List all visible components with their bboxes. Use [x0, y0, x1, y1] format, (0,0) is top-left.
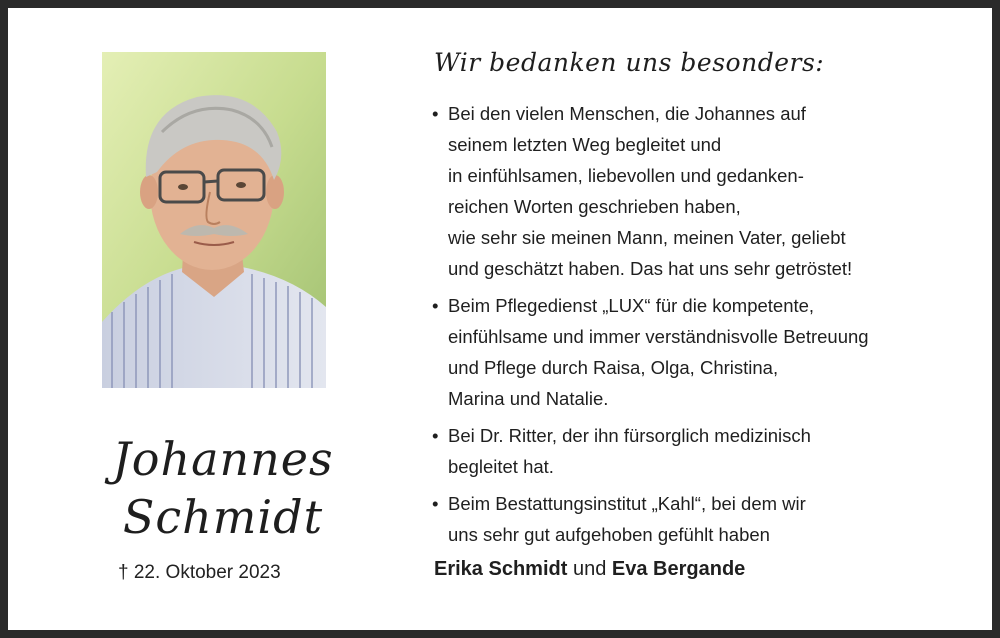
portrait-photo: [102, 52, 326, 388]
thanks-line: wie sehr sie meinen Mann, meinen Vater, geliebt: [448, 227, 846, 248]
signature-name-2: Eva Bergande: [611, 558, 746, 580]
thanks-line: Beim Bestattungsinstitut „Kahl“, bei dem wir: [448, 493, 806, 514]
thanks-list: [432, 98, 972, 556]
thanks-line: einfühlsame und immer verständnisvolle Betreuung: [448, 326, 869, 347]
death-date: † 22. Oktober 2023: [118, 562, 281, 583]
thanks-line: uns sehr gut aufgehoben gefühlt haben: [448, 524, 770, 545]
thanks-item: [432, 290, 972, 414]
thanks-item: [432, 420, 972, 482]
portrait-illustration: [102, 52, 326, 388]
thanks-line: seinem letzten Weg begleitet und: [448, 134, 722, 155]
signature: [434, 558, 745, 581]
thanks-line: Bei Dr. Ritter, der ihn fürsorglich medizinisch: [448, 425, 811, 446]
thanks-line: Marina und Natalie.: [448, 388, 609, 409]
signature-connector: und: [572, 558, 607, 580]
bullet-icon: •: [432, 493, 439, 514]
thanks-line: begleitet hat.: [448, 456, 554, 477]
deceased-first-name: Johannes: [112, 432, 334, 486]
thanks-line: und geschätzt haben. Das hat uns sehr getröstet!: [448, 258, 853, 279]
deceased-last-name: Schmidt: [122, 490, 324, 544]
thanks-line: Beim Pflegedienst „LUX“ für die kompetente,: [448, 295, 815, 316]
thanks-line: und Pflege durch Raisa, Olga, Christina,: [448, 357, 779, 378]
thanks-item: [432, 488, 972, 550]
thanks-line: reichen Worten geschrieben haben,: [448, 196, 741, 217]
bullet-icon: •: [432, 103, 439, 124]
thanks-heading: Wir bedanken uns besonders:: [434, 48, 825, 77]
thanks-line: Bei den vielen Menschen, die Johannes auf: [448, 103, 806, 124]
bullet-icon: •: [432, 295, 439, 316]
bullet-icon: •: [432, 425, 439, 446]
signature-name-1: Erika Schmidt: [434, 558, 568, 580]
thanks-item: [432, 98, 972, 284]
thanks-line: in einfühlsamen, liebevollen und gedanken-: [448, 165, 804, 186]
